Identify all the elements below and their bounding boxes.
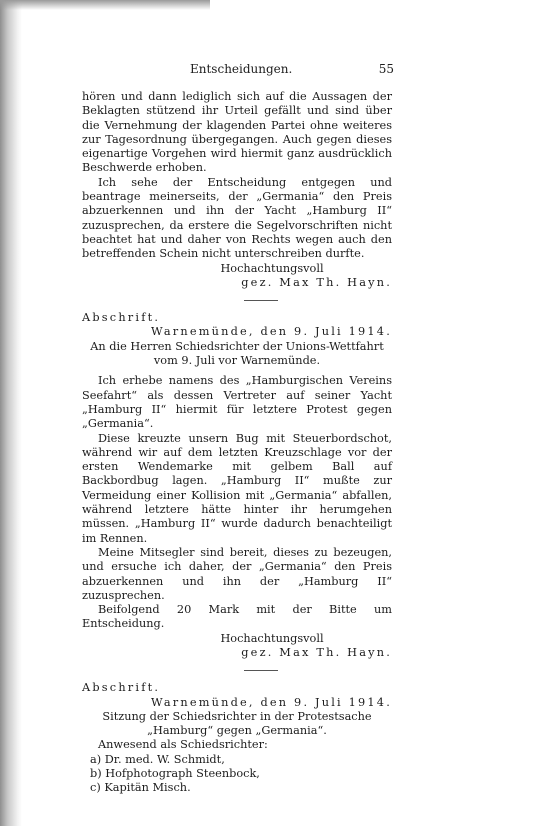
book-page xyxy=(82,62,392,796)
referee-item: b) Hofphotograph Steenbock, xyxy=(90,767,260,781)
top-edge-shadow xyxy=(0,0,210,10)
letter2-signature: gez. Max Th. Hayn. xyxy=(241,645,392,659)
letter2-addressee: An die Herren Schiedsrichter der Unions-Wettfahrt vom 9. Juli vor Warnemünde. xyxy=(90,339,384,368)
letter2-dateline: Warnemünde, den 9. Juli 1914. xyxy=(150,325,392,339)
referee-item: c) Kapitän Misch. xyxy=(90,781,191,795)
letter2-paragraph-3: Meine Mitsegler sind bereit, dieses zu bezeugen, und ersuche ich daher, der „Germania“ den Preis abzuerkennen und ihn der „Hamburg II“ zuzusprechen. xyxy=(82,545,392,602)
binding-shadow xyxy=(0,0,22,826)
letter1-closing: Hochachtungsvoll xyxy=(220,261,324,275)
letter2-paragraph-1: Ich erhebe namens des „Hamburgischen Vereins Seefahrt“ als dessen Vertreter auf seiner Yacht „Hamburg II“ hiermit für letztere Protest gegen „Germania“. xyxy=(82,374,392,431)
page-number: 55 xyxy=(378,62,394,76)
letter1-signature: gez. Max Th. Hayn. xyxy=(241,275,392,289)
section-divider xyxy=(244,670,278,671)
section-divider xyxy=(244,300,278,301)
letter2-label: Abschrift. xyxy=(82,311,161,325)
record-heading: Sitzung der Schiedsrichter in der Protestsache „Hamburg“ gegen „Germania“. xyxy=(102,709,372,738)
referee-item: a) Dr. med. W. Schmidt, xyxy=(90,752,225,766)
letter2-paragraph-4: Beifolgend 20 Mark mit der Bitte um Entscheidung. xyxy=(82,603,392,631)
letter2-paragraph-2: Diese kreuzte unsern Bug mit Steuerbordschot, während wir auf dem letzten Kreuzschlage vor der ersten Wendemarke mit gelbem Ball auf Backbordbug lagen. „Hamburg II“ mußte zur Vermeidung einer Kollision mit „Germania“ abfallen, während letztere hätte hinter ihr herumgehen müssen. „Hamburg II“ wurde dadurch benachteiligt im Rennen. xyxy=(82,431,392,545)
record-dateline: Warnemünde, den 9. Juli 1914. xyxy=(150,695,392,709)
record-label: Abschrift. xyxy=(82,681,161,695)
letter1-paragraph-2: Ich sehe der Entscheidung entgegen und beantrage meinerseits, der „Germania“ den Preis abzuerkennen und ihn der Yacht „Hamburg II“ zuzusprechen, da erstere die Segelvorschriften nicht beachtet hat und daher von Rechts wegen auch den betreffenden Schein nicht unterschreiben durfte. xyxy=(82,175,392,261)
letter1-paragraph-1: hören und dann lediglich sich auf die Aussagen der Beklagten stützend ihr Urteil gefällt und sind über die Vernehmung der klagenden Partei ohne weiteres zur Tagesordnung übergegangen. Auch gegen dieses eigenartige Vorgehen wird hiermit ganz ausdrücklich Beschwerde erhoben. xyxy=(82,90,392,175)
letter2-closing: Hochachtungsvoll xyxy=(220,631,324,645)
record-present-label: Anwesend als Schiedsrichter: xyxy=(98,738,268,752)
running-title: Entscheidungen. xyxy=(190,62,293,76)
running-header xyxy=(82,62,392,78)
